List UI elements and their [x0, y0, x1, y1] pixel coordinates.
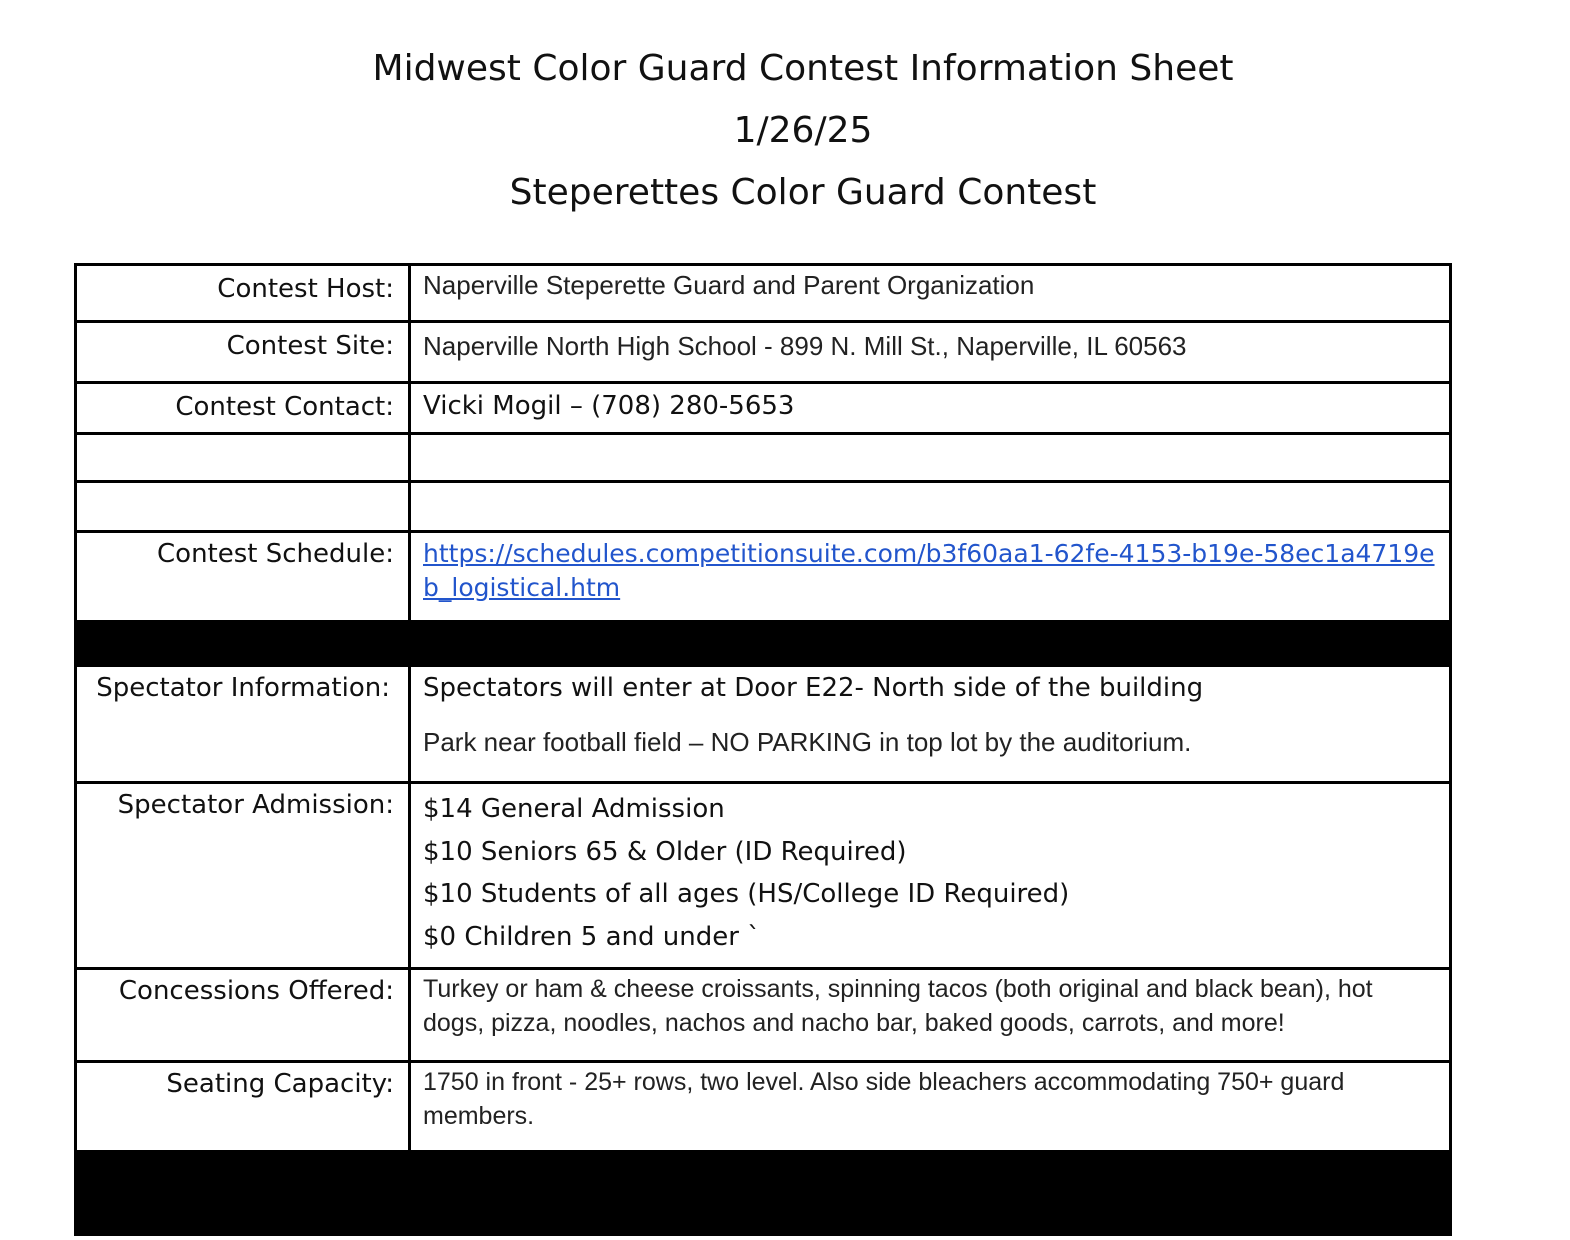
concessions-offered-label: Concessions Offered:: [77, 970, 411, 1060]
contest-contact-label: Contest Contact:: [77, 384, 411, 432]
row-concessions-offered: [74, 967, 1452, 1060]
schedule-link[interactable]: https://schedules.competitionsuite.com/b3f60aa1-62fe-4153-b19e-58ec1a4719eb_logistical.htm: [423, 539, 1435, 602]
sheet-title: Midwest Color Guard Contest Information Sheet: [372, 48, 1234, 89]
row-empty-2: [74, 480, 1452, 530]
spectator-info-line-2: Park near football field – NO PARKING in top lot by the auditorium.: [423, 727, 1192, 757]
contest-site-label: Contest Site:: [77, 323, 411, 381]
contest-host-value: Naperville Steperette Guard and Parent Organization: [423, 270, 1035, 300]
spectator-admission-label: Spectator Admission:: [77, 784, 411, 967]
contest-date: 1/26/25: [733, 110, 873, 151]
row-seating-capacity: [74, 1060, 1452, 1150]
contest-schedule-value: [411, 533, 1449, 620]
spectator-admission-value: [411, 784, 1449, 967]
redaction-bar-bottom: [74, 1150, 1452, 1236]
admission-item: $10 Students of all ages (HS/College ID Required): [423, 879, 1070, 909]
admission-item: $0 Children 5 and under `: [423, 921, 761, 952]
contest-site-value: Naperville North High School - 899 N. Mill St., Naperville, IL 60563: [423, 331, 1187, 361]
row-contest-schedule: [74, 530, 1452, 620]
seating-capacity-value: 1750 in front - 25+ rows, two level. Also side bleachers accommodating 750+ guard members.: [423, 1068, 1345, 1130]
concessions-offered-value: Turkey or ham & cheese croissants, spinning tacos (both original and black bean), hot dogs, pizza, noodles, nachos and nacho bar, baked goods, carrots, and more!: [423, 975, 1373, 1037]
admission-item: $10 Seniors 65 & Older (ID Required): [423, 836, 907, 867]
row-spectator-information: [74, 667, 1452, 781]
contest-contact-value: Vicki Mogil – (708) 280-5653: [423, 391, 795, 421]
row-spectator-admission: [74, 781, 1452, 967]
row-empty-1: [74, 432, 1452, 480]
admission-item: $14 General Admission: [423, 794, 725, 824]
spectator-info-line-1: Spectators will enter at Door E22- North side of the building: [423, 673, 1204, 703]
contest-schedule-label: Contest Schedule:: [77, 533, 411, 620]
row-contest-contact: [74, 381, 1452, 432]
row-contest-site: [74, 320, 1452, 381]
row-contest-host: [74, 263, 1452, 320]
spectator-information-value: [411, 667, 1449, 781]
empty-value-1: [411, 435, 1449, 480]
redaction-bar-top: [74, 620, 1452, 667]
empty-value-2: [411, 483, 1449, 530]
contest-name: Steperettes Color Guard Contest: [509, 172, 1097, 213]
contest-host-label: Contest Host:: [77, 266, 411, 320]
spectator-information-label: Spectator Information:: [77, 667, 411, 781]
seating-capacity-label: Seating Capacity:: [77, 1063, 411, 1150]
empty-label-2: [77, 483, 411, 530]
info-table: [74, 263, 1452, 1236]
empty-label-1: [77, 435, 411, 480]
